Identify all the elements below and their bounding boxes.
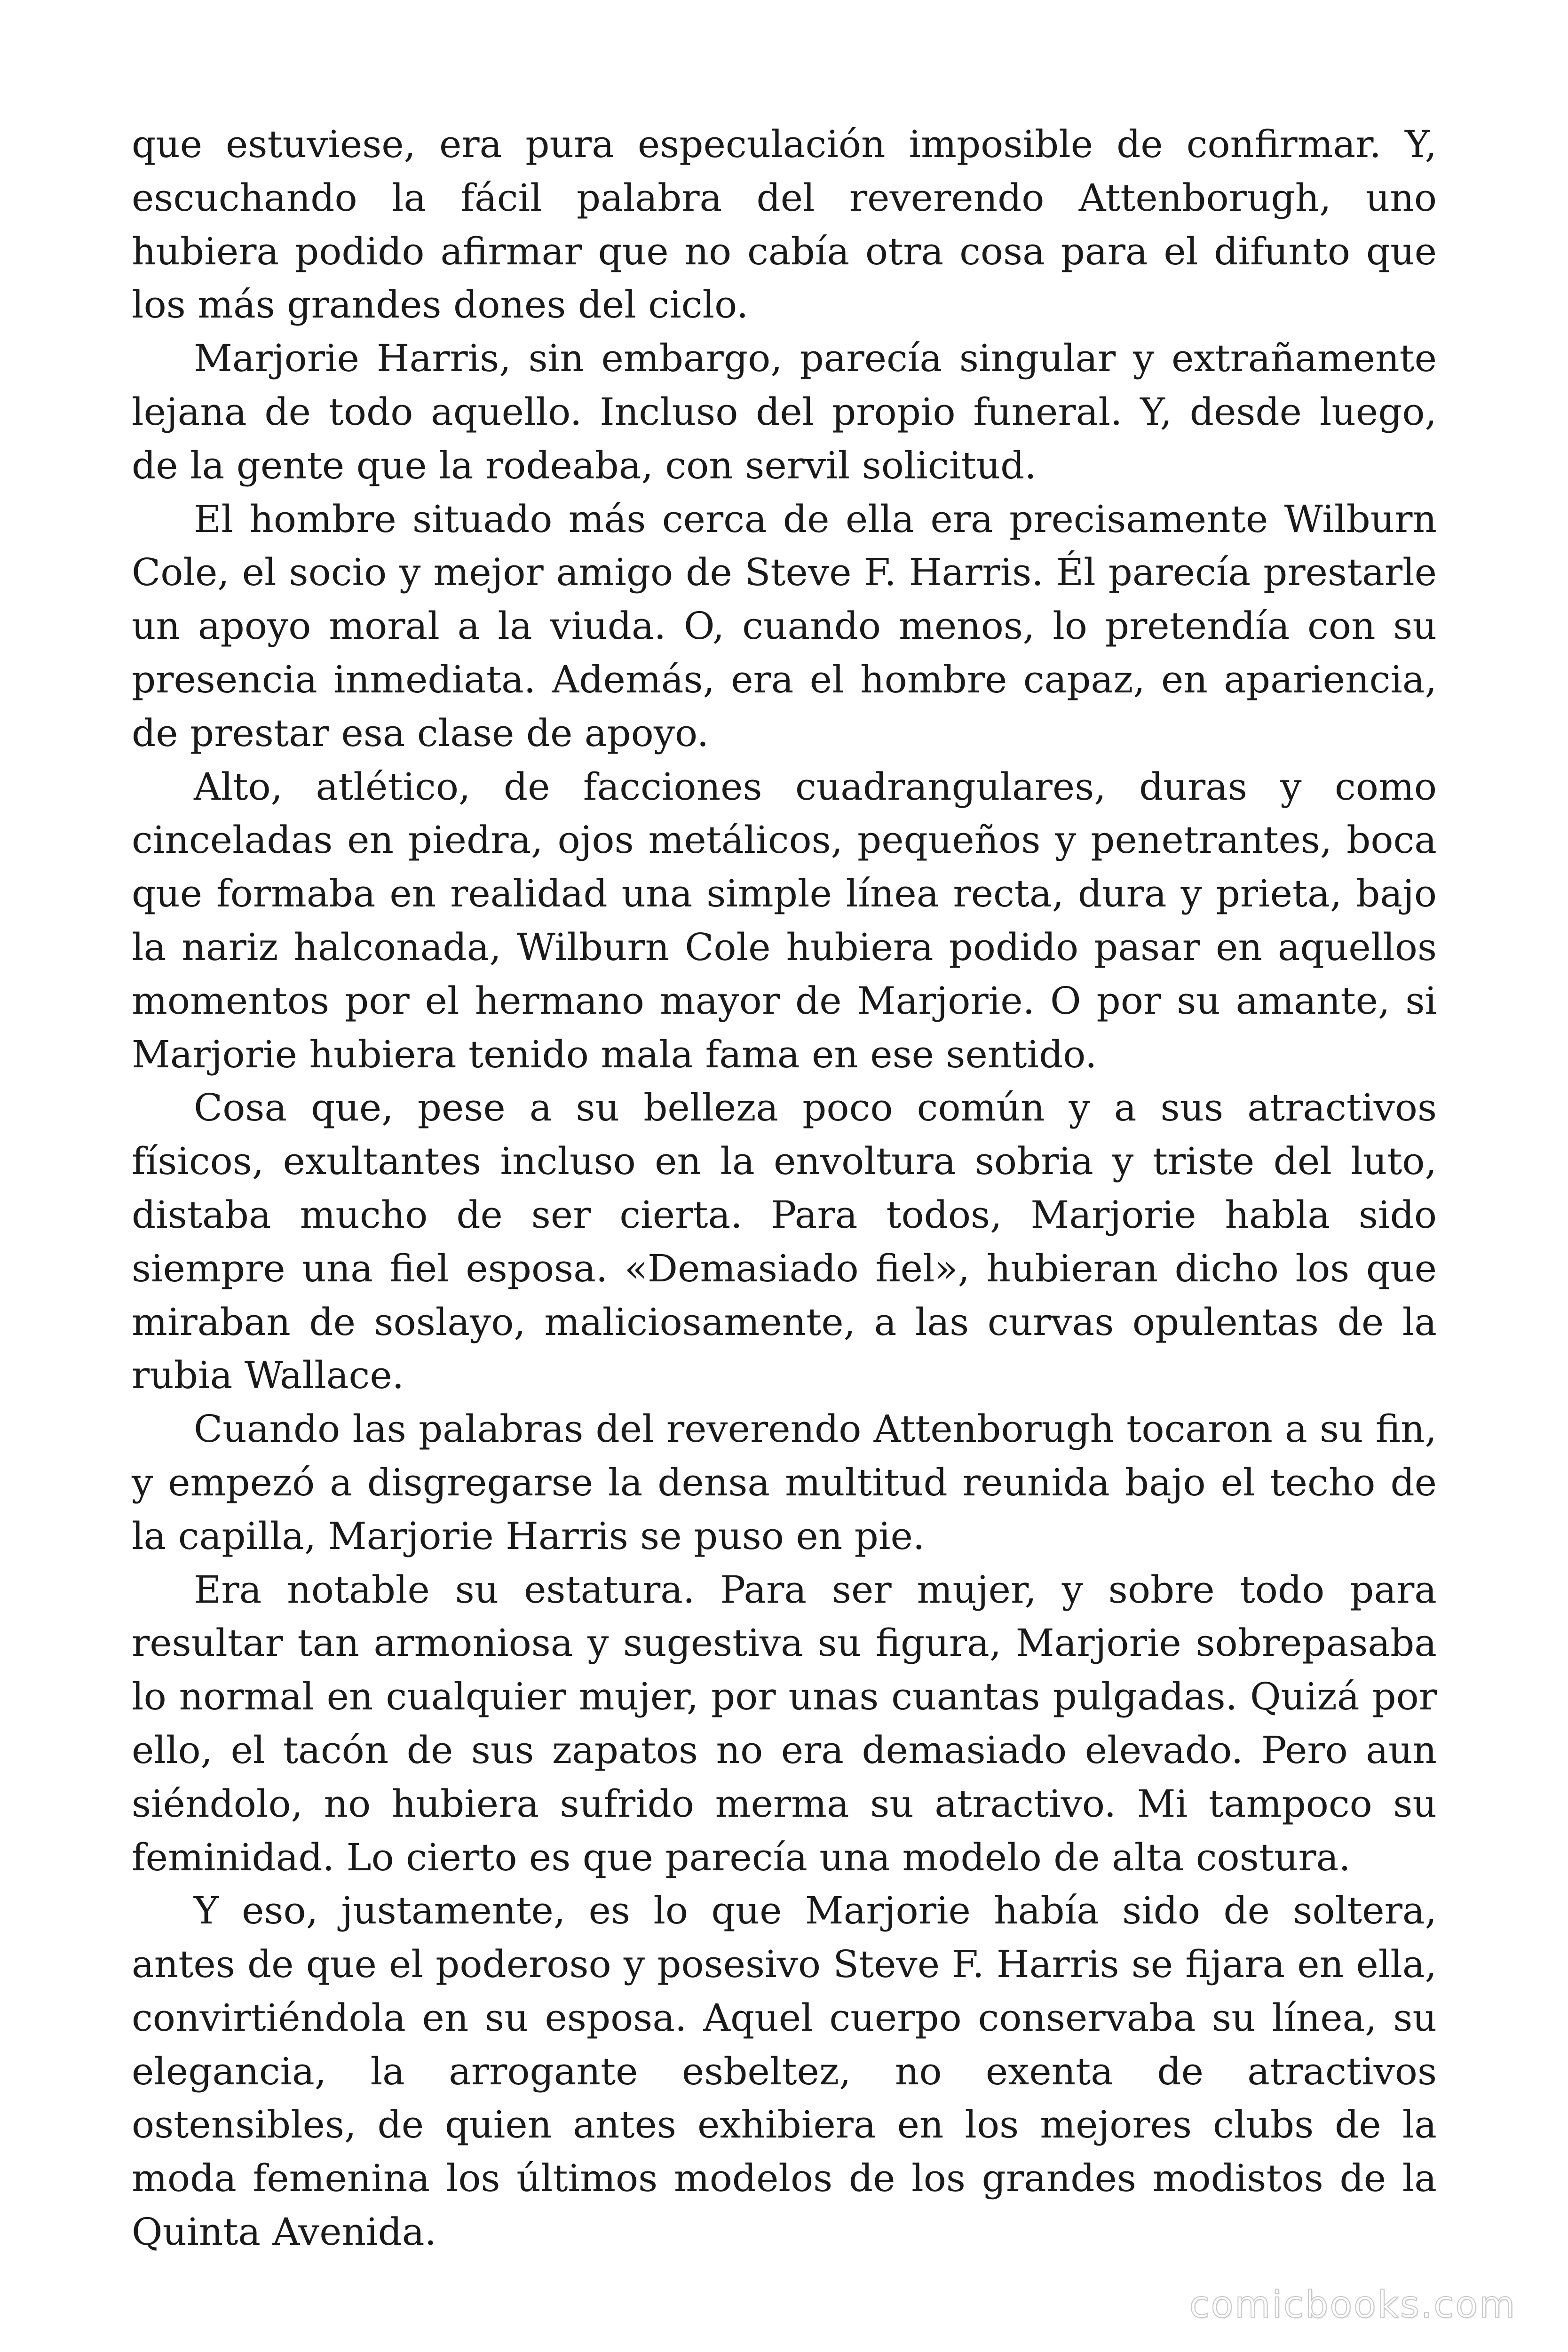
watermark: comicbooks.com (1189, 2284, 1516, 2326)
paragraph: Marjorie Harris, sin embargo, parecía singular y extrañamente lejana de todo aquello. Incluso del propio funeral. Y, desde luego, de la gente que la rodeaba, con servil solicitud. (132, 336, 1437, 487)
paragraph: El hombre situado más cerca de ella era precisamente Wilburn Cole, el socio y mejor amigo de Steve F. Harris. Él parecía prestarle un apoyo moral a la viuda. O, cuando menos, lo pretendía con su presencia inmediata. Además, era el hombre capaz, en apariencia, de prestar esa clase de apoyo. (132, 497, 1437, 755)
paragraph: Era notable su estatura. Para ser mujer, y sobre todo para resultar tan armoniosa y sugestiva su figura, Marjorie sobrepasaba lo normal en cualquier mujer, por unas cuantas pulgadas. Quizá por ello, el tacón de sus zapatos no era demasiado elevado. Pero aun siéndolo, no hubiera sufrido merma su atractivo. Mi tampoco su feminidad. Lo cierto es que parecía una modelo de alta costura. (132, 1567, 1437, 1879)
paragraph: Cuando las palabras del reverendo Attenborugh tocaron a su fin, y empezó a disgregarse la densa multitud reunida bajo el techo de la capilla, Marjorie Harris se puso en pie. (132, 1407, 1437, 1558)
paragraph: Y eso, justamente, es lo que Marjorie había sido de soltera, antes de que el poderoso y posesivo Steve F. Harris se fijara en ella, convirtiéndola en su esposa. Aquel cuerpo conservaba su línea, su elegancia, la arrogante esbeltez, no exenta de atractivos ostensibles, de quien antes exhibiera en los mejores clubs de la moda femenina los últimos modelos de los grandes modistos de la Quinta Avenida. (132, 1889, 1437, 2254)
body-text (132, 118, 1437, 2259)
paragraph: Alto, atlético, de facciones cuadrangulares, duras y como cinceladas en piedra, ojos metálicos, pequeños y penetrantes, boca que formaba en realidad una simple línea recta, dura y prieta, bajo la nariz halconada, Wilburn Cole hubiera podido pasar en aquellos momentos por el hermano mayor de Marjorie. O por su amante, si Marjorie hubiera tenido mala fama en ese sentido. (132, 764, 1437, 1076)
paragraph-continuation: que estuviese, era pura especulación imposible de confirmar. Y, escuchando la fácil palabra del reverendo Attenborugh, uno hubiera podido afirmar que no cabía otra cosa para el difunto que los más grandes dones del ciclo. (132, 122, 1437, 327)
paragraph: Cosa que, pese a su belleza poco común y a sus atractivos físicos, exultantes incluso en la envoltura sobria y triste del luto, distaba mucho de ser cierta. Para todos, Marjorie habla sido siempre una fiel esposa. «Demasiado fiel», hubieran dicho los que miraban de soslayo, maliciosamente, a las curvas opulentas de la rubia Wallace. (132, 1086, 1437, 1398)
